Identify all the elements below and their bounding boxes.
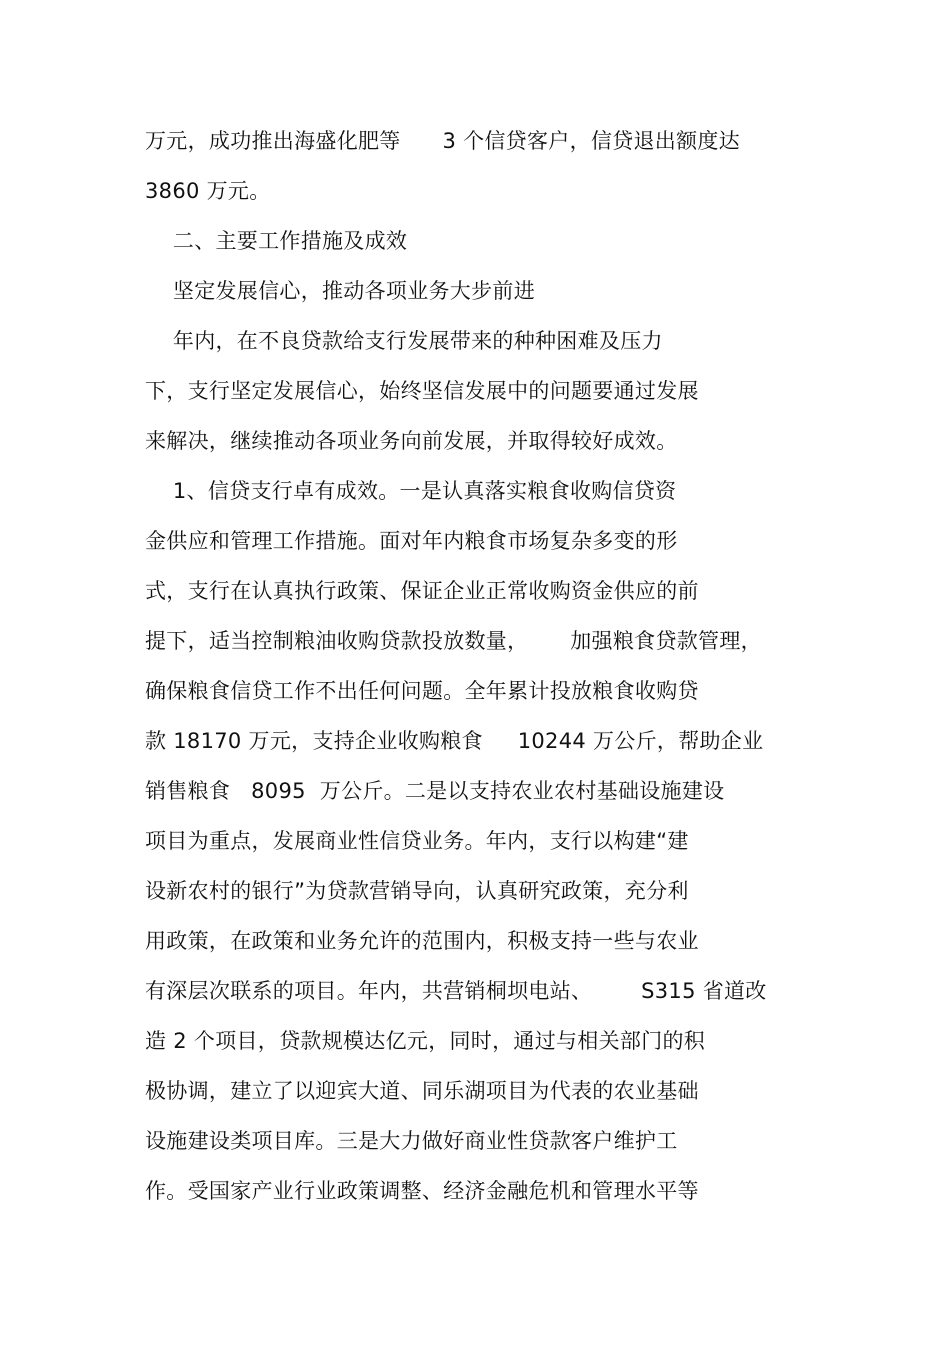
text-line: 有深层次联系的项目。年内，共营销桐坝电站、 S315 省道改 [145,979,767,1003]
text-line: 极协调，建立了以迎宾大道、同乐湖项目为代表的农业基础 [145,1079,699,1103]
text-line: 确保粮食信贷工作不出任何问题。全年累计投放粮食收购贷 [145,679,699,703]
text-line: 设施建设类项目库。三是大力做好商业性贷款客户维护工 [145,1129,678,1153]
text-line: 式，支行在认真执行政策、保证企业正常收购资金供应的前 [145,579,699,603]
section-heading: 二、主要工作措施及成效 [145,229,408,253]
text-line: 作。受国家产业行业政策调整、经济金融危机和管理水平等 [145,1179,699,1203]
text-line: 提下，适当控制粮油收购贷款投放数量， 加强粮食贷款管理， [145,629,762,653]
text-line: 金供应和管理工作措施。面对年内粮食市场复杂多变的形 [145,529,678,553]
text-line: 项目为重点，发展商业性信贷业务。年内，支行以构建“建 [145,829,689,853]
text-line: 年内，在不良贷款给支行发展带来的种种困难及压力 [145,329,663,353]
text-line: 款 18170 万元，支持企业收购粮食 10244 万公斤，帮助企业 [145,729,764,753]
text-line: 造 2 个项目，贷款规模达亿元，同时，通过与相关部门的积 [145,1029,706,1053]
text-line: 3860 万元。 [145,179,271,203]
text-line: 1、信贷支行卓有成效。一是认真落实粮食收购信贷资 [145,479,677,503]
text-line: 下，支行坚定发展信心，始终坚信发展中的问题要通过发展 [145,379,699,403]
text-line: 设新农村的银行”为贷款营销导向，认真研究政策，充分利 [145,879,689,903]
text-line: 用政策，在政策和业务允许的范围内，积极支持一些与农业 [145,929,699,953]
text-line: 销售粮食 8095 万公斤。二是以支持农业农村基础设施建设 [145,779,725,803]
text-line: 万元，成功推出海盛化肥等 3 个信贷客户，信贷退出额度达 [145,129,740,153]
subsection-heading: 坚定发展信心，推动各项业务大步前进 [145,279,535,303]
text-line: 来解决，继续推动各项业务向前发展，并取得较好成效。 [145,429,678,453]
